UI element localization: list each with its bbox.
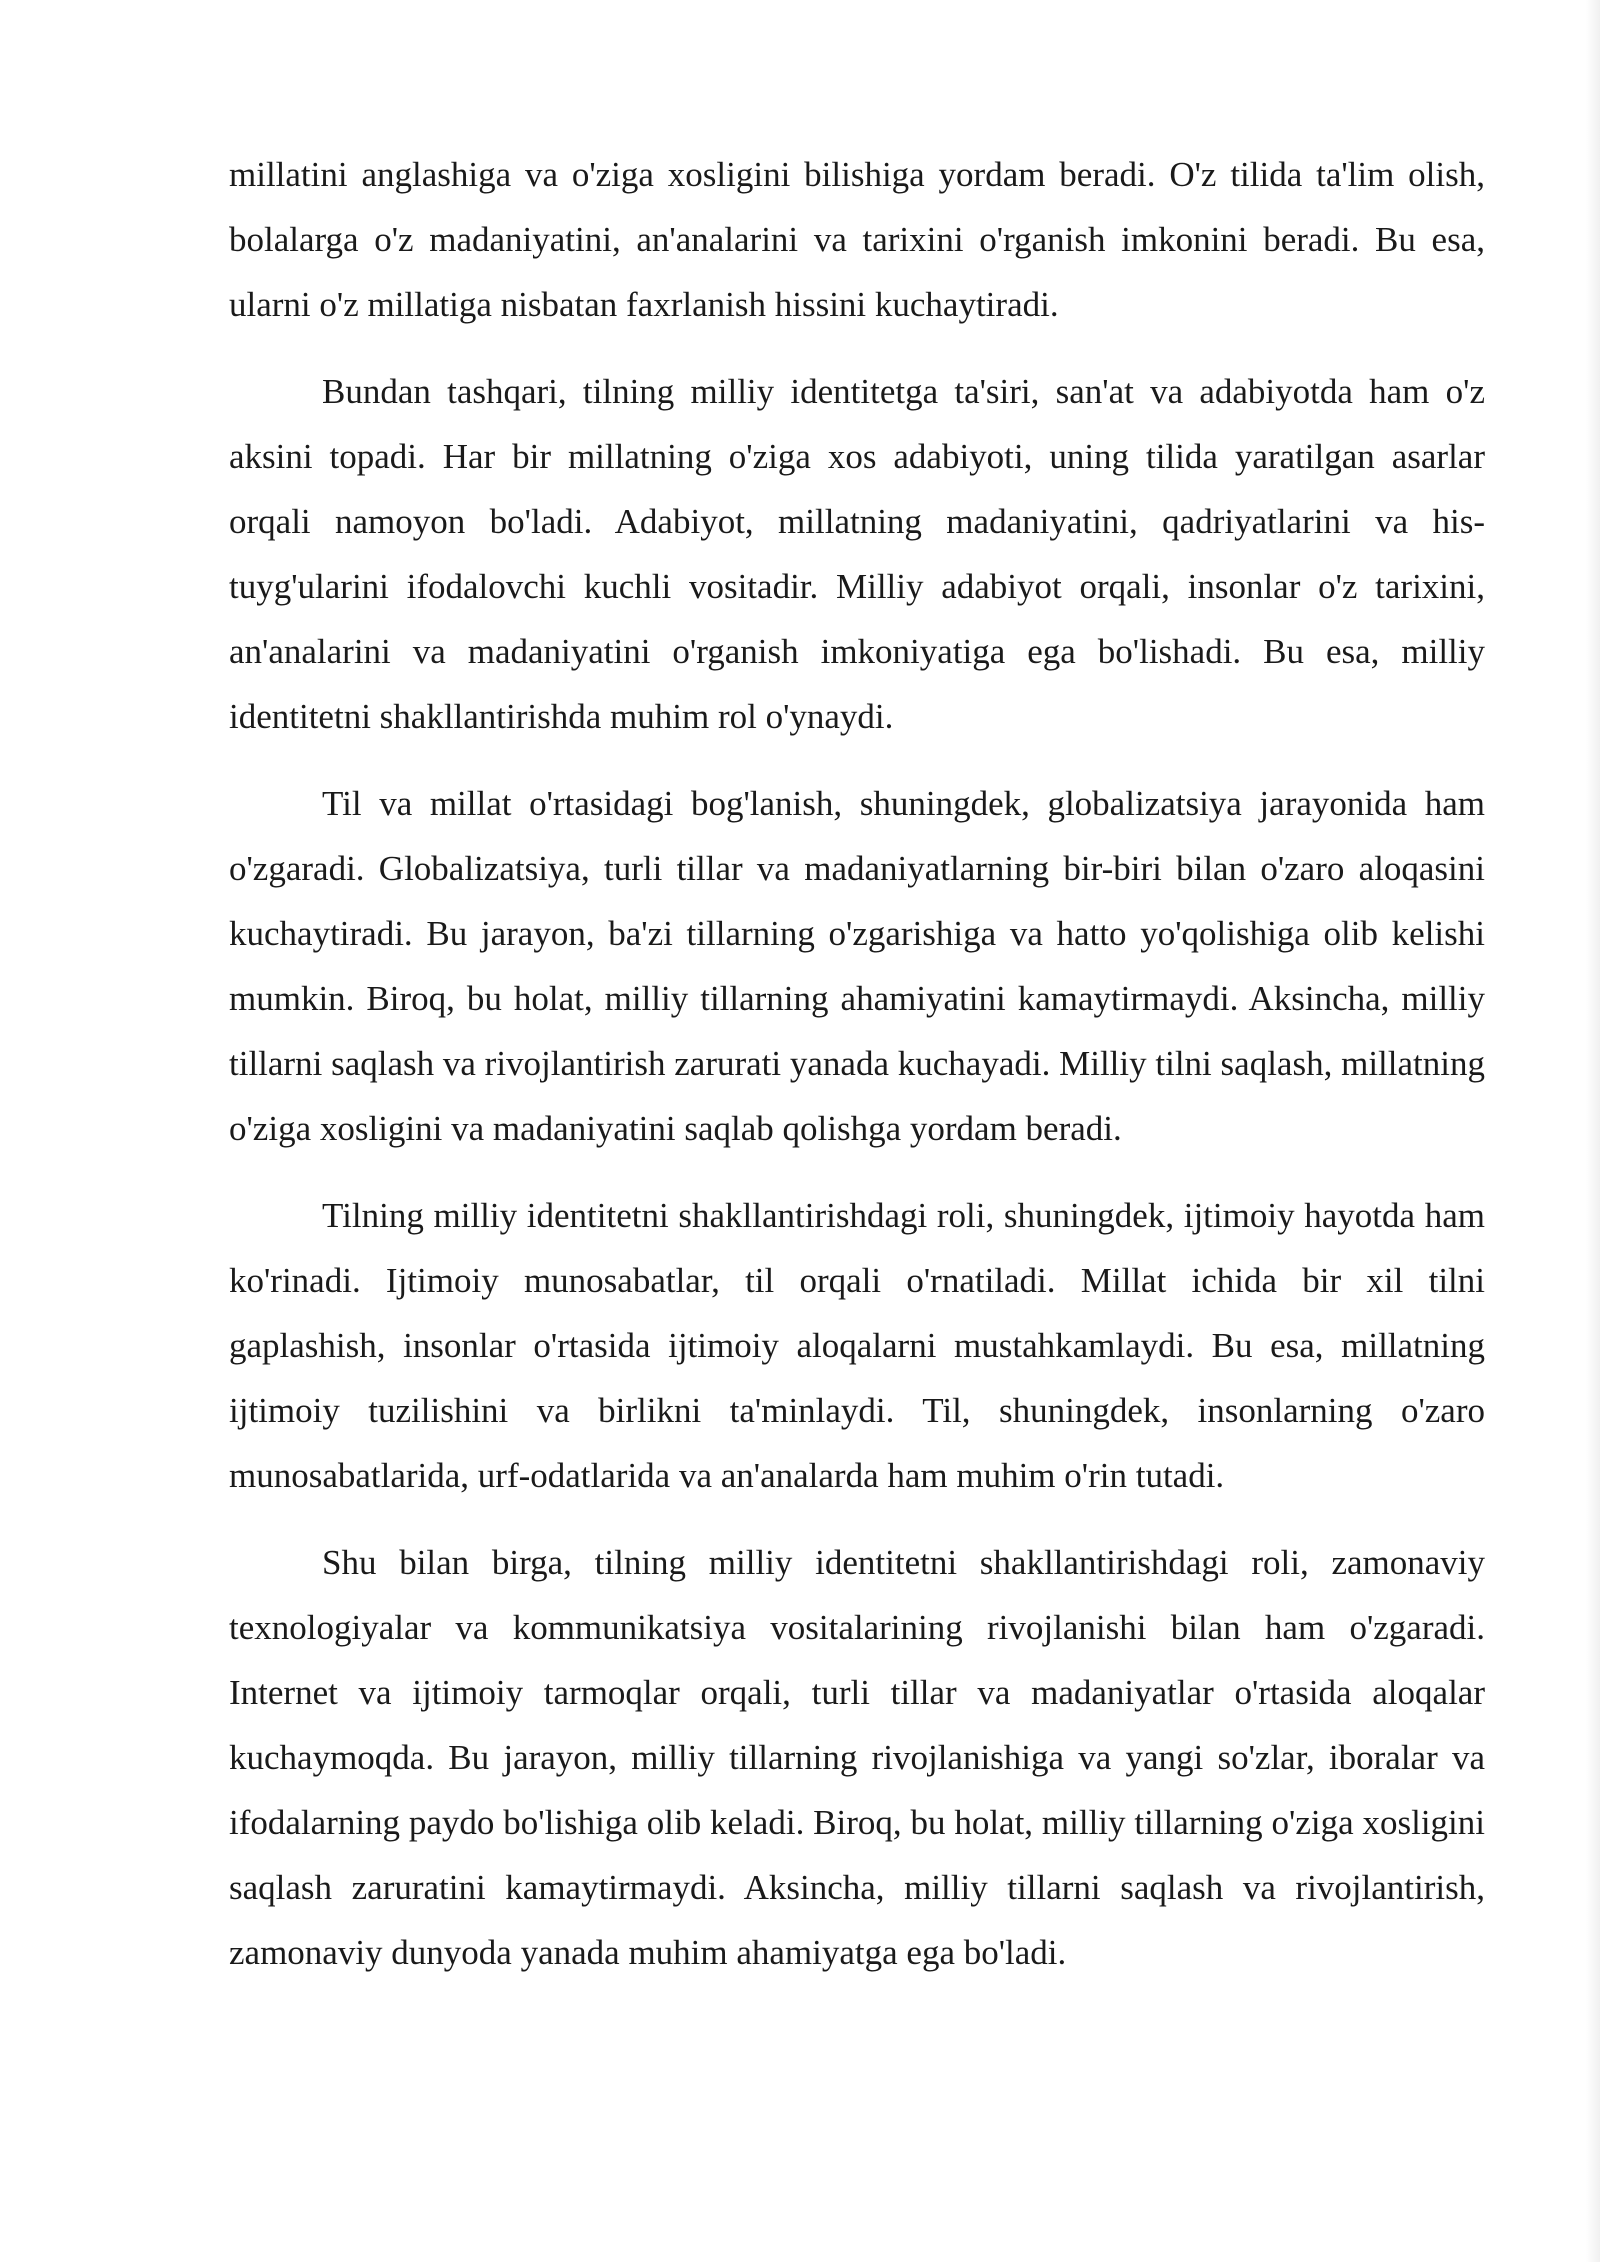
paragraph-5: Shu bilan birga, tilning milliy identitetni shakllantirishdagi roli, zamonaviy texnologiyalar va kommunikatsiya vositalarining rivojlanishi bilan ham o'zgaradi. Internet va ijtimoiy tarmoqlar orqali, turli tillar va madaniyatlar o'rtasida aloqalar kuchaymoqda. Bu jarayon, milliy tillarning rivojlanishiga va yangi so'zlar, iboralar va ifodalarning paydo bo'lishiga olib keladi. Biroq, bu holat, milliy tillarning o'ziga xosligini saqlash zaruratini kamaytirmaydi. Aksincha, milliy tillarni saqlash va rivojlantirish, zamonaviy dunyoda yanada muhim ahamiyatga ega bo'ladi.	[229, 1543, 1485, 1972]
paragraph-4: Tilning milliy identitetni shakllantirishdagi roli, shuningdek, ijtimoiy hayotda ham ko'rinadi. Ijtimoiy munosabatlar, til orqali o'rnatiladi. Millat ichida bir xil tilni gaplashish, insonlar o'rtasida ijtimoiy aloqalarni mustahkamlaydi. Bu esa, millatning ijtimoiy tuzilishini va birlikni ta'minlaydi. Til, shuningdek, insonlarning o'zaro munosabatlarida, urf-odatlarida va an'analarda ham muhim o'rin tutadi.	[229, 1196, 1485, 1495]
page-body	[229, 142, 1485, 2007]
page-edge-shadow	[1586, 0, 1600, 2262]
paragraph-2: Bundan tashqari, tilning milliy identitetga ta'siri, san'at va adabiyotda ham o'z aksini topadi. Har bir millatning o'ziga xos adabiyoti, uning tilida yaratilgan asarlar orqali namoyon bo'ladi. Adabiyot, millatning madaniyatini, qadriyatlarini va his-tuyg'ularini ifodalovchi kuchli vositadir. Milliy adabiyot orqali, insonlar o'z tarixini, an'analarini va madaniyatini o'rganish imkoniyatiga ega bo'lishadi. Bu esa, milliy identitetni shakllantirishda muhim rol o'ynaydi.	[229, 372, 1485, 736]
paragraph-3: Til va millat o'rtasidagi bog'lanish, shuningdek, globalizatsiya jarayonida ham o'zgaradi. Globalizatsiya, turli tillar va madaniyatlarning bir-biri bilan o'zaro aloqasini kuchaytiradi. Bu jarayon, ba'zi tillarning o'zgarishiga va hatto yo'qolishiga olib kelishi mumkin. Biroq, bu holat, milliy tillarning ahamiyatini kamaytirmaydi. Aksincha, milliy tillarni saqlash va rivojlantirish zarurati yanada kuchayadi. Milliy tilni saqlash, millatning o'ziga xosligini va madaniyatini saqlab qolishga yordam beradi.	[229, 784, 1485, 1148]
paragraph-1: millatini anglashiga va o'ziga xosligini bilishiga yordam beradi. O'z tilida ta'lim olish, bolalarga o'z madaniyatini, an'analarini va tarixini o'rganish imkonini beradi. Bu esa, ularni o'z millatiga nisbatan faxrlanish hissini kuchaytiradi.	[229, 155, 1485, 324]
